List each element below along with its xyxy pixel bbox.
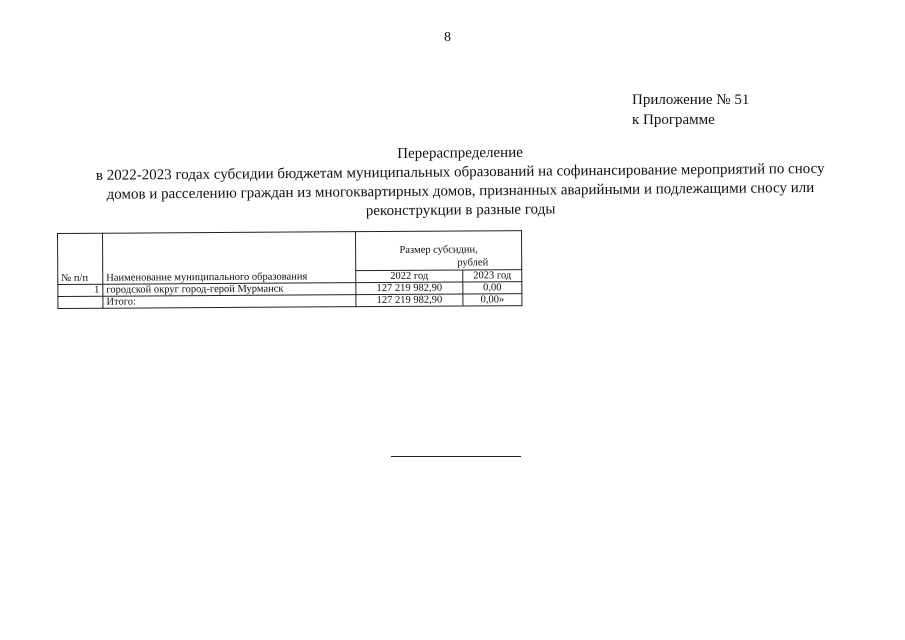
header-year-2022: 2022 год <box>356 270 463 283</box>
subsidy-table <box>57 230 522 309</box>
closing-divider <box>391 456 521 457</box>
table-total-row <box>58 294 522 309</box>
row-year-2023: 0,00 <box>463 282 522 294</box>
page-number: 8 <box>444 30 451 45</box>
row-year-2022: 127 219 982,90 <box>356 282 463 295</box>
appendix-line-1: Приложение № 51 <box>632 92 750 108</box>
appendix-heading <box>632 90 749 130</box>
header-subsidy-unit: рублей <box>457 257 489 269</box>
header-subsidy <box>355 231 521 271</box>
total-label: Итого: <box>103 295 356 309</box>
header-name: Наименование муниципального образования <box>103 232 356 285</box>
total-num <box>58 296 103 308</box>
title-line-2: в 2022-2023 годах субсидии бюджетам муниципальных образований на софинансирование мероприятий по сносу <box>95 160 825 184</box>
title-line-1: Перераспределение <box>397 144 523 162</box>
total-year-2022: 127 219 982,90 <box>356 294 463 307</box>
appendix-line-2: к Программе <box>632 112 715 128</box>
header-num: № п/п <box>58 233 103 284</box>
header-subsidy-title: Размер субсидии, <box>399 244 478 256</box>
title-line-3: домов и расселению граждан из многоквартирных домов, признанных аварийными и подлежащими сносу или <box>106 179 815 203</box>
table-header-row <box>58 231 522 273</box>
total-year-2023: 0,00» <box>463 294 522 306</box>
row-name: городской округ город-герой Мурманск <box>103 283 356 297</box>
document-title <box>80 141 841 224</box>
row-num: 1 <box>58 284 103 296</box>
subsidy-table-wrapper <box>57 230 522 309</box>
title-line-4: реконструкции в разные годы <box>365 201 556 220</box>
header-year-2023: 2023 год <box>463 270 522 282</box>
